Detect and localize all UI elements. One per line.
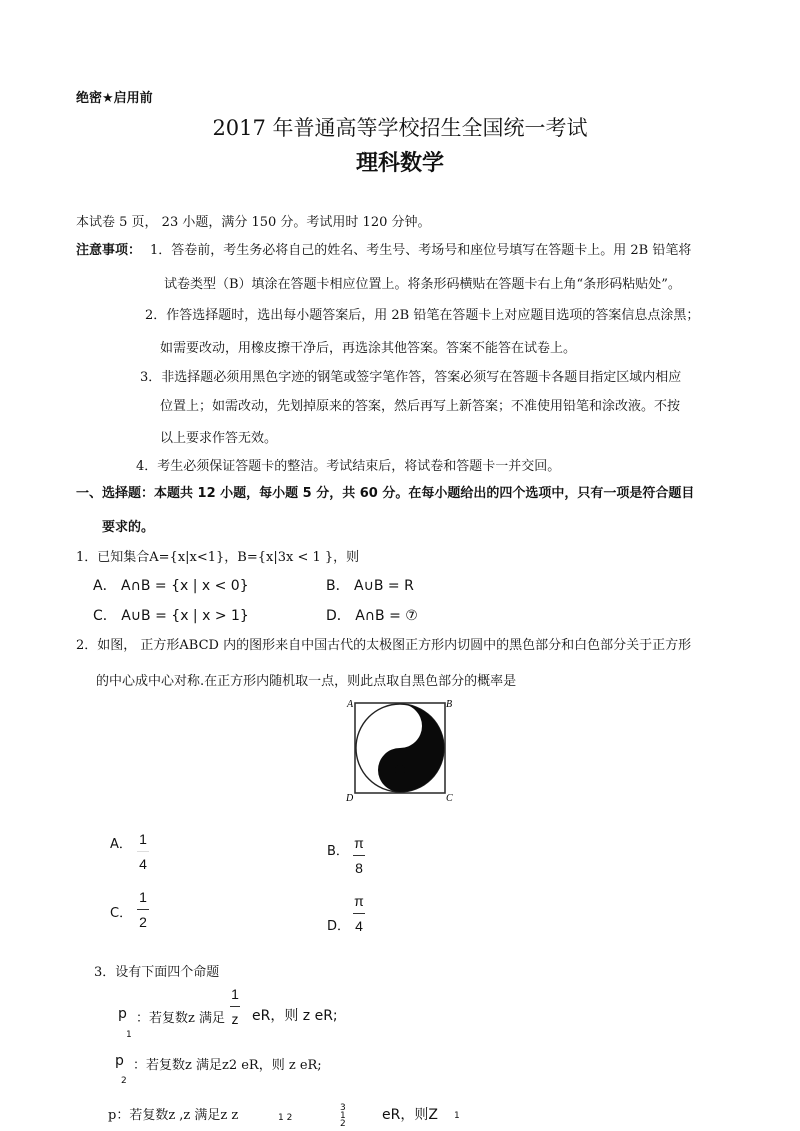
q2-option-d-label: D． [327,919,351,934]
notes-label: 注意事项： [76,243,142,258]
q2-option-c-label: C． [110,906,133,921]
q3-p3-tail: 1 [454,1111,460,1121]
q3-p3-text: p：若复数z ,z 满足z z [108,1108,239,1123]
exam-title: 2017 年普通高等学校招生全国统一考试 [212,116,588,140]
q3-p1-fraction: 1 z [231,986,239,1027]
q3-p3-digit-b: 1 [340,1111,346,1121]
q3-stem: 3．设有下面四个命题 [94,965,220,980]
label-a: A [347,699,354,710]
q3-p2-subscript: 2 [121,1076,127,1086]
note-1b: 试卷类型（B）填涂在答题卡相应位置上。将条形码横贴在答题卡右上角“条形码粘贴处”。 [164,277,681,292]
q1-option-a: A． A∩B = {x | x < 0} [93,578,249,594]
q3-p1-rest: eR，则 z eR; [252,1008,338,1024]
section-heading: 一、选择题：本题共 12 小题，每小题 5 分，共 60 分。在每小题给出的四个选项中，只有一项是符合题目 [76,486,695,501]
q2-stem: 2．如图， 正方形ABCD 内的图形来自中国古代的太极图正方形内切圆中的黑色部分和白色部分关于正方形 [76,638,692,653]
q3-p1-subscript: 1 [126,1030,132,1040]
white-dot [395,721,405,731]
label-c: C [446,793,453,802]
q1-stem: 1．已知集合A={x|x<1}，B={x|3x < 1 }，则 [76,550,360,565]
black-dot [395,765,405,775]
note-3a: 3．非选择题必须用黑色字迹的钢笔或签字笔作答，答案必须写在答题卡各题目指定区域内相应 [140,370,682,385]
note-1a: 1．答卷前，考生务必将自己的姓名、考生号、考场号和座位号填写在答题卡上。用 2B 铅笔将 [150,243,692,258]
q2-option-d-fraction: π 4 [354,893,364,934]
q3-p2-text: ：若复数z 满足z2 eR，则 z eR; [133,1058,322,1073]
q3-p3-rest: eR，则Z [382,1107,438,1123]
q3-p2-symbol: p [115,1053,124,1069]
q3-p1-symbol: p [118,1006,127,1022]
note-3b: 位置上；如需改动，先划掉原来的答案，然后再写上新答案；不准使用铅笔和涂改液。不按 [160,399,681,414]
q2-option-a-fraction: 1 4 [133,830,153,873]
q2-option-b-label: B． [327,844,349,859]
q2-option-c-fraction: 1 2 [133,888,153,931]
secret-label: 绝密★启用前 [76,91,153,106]
note-4: 4．考生必须保证答题卡的整洁。考试结束后，将试卷和答题卡一并交回。 [136,459,561,474]
section-heading-cont: 要求的。 [102,520,155,535]
q3-p3-subscripts: 1 2 [278,1113,293,1123]
q2-option-a-label: A． [110,837,132,852]
taiji-figure [340,694,458,802]
q3-p1-text: ：若复数z 满足 [136,1011,225,1026]
q1-option-d: D． A∩B = ⑦ [326,608,418,624]
label-d: D [346,793,354,802]
note-2a: 2．作答选择题时，选出每小题答案后，用 2B 铅笔在答题卡上对应题目选项的答案信息点涂黑； [145,308,700,323]
note-2b: 如需要改动，用橡皮擦干净后，再选涂其他答案。答案不能答在试卷上。 [160,341,577,356]
q3-p3-digit-a: 3 [340,1103,346,1113]
q2-option-b-fraction: π 8 [354,835,364,876]
label-b: B [446,699,453,710]
q3-p3-digit-c: 2 [340,1119,346,1129]
q1-option-b: B． A∪B = R [326,578,414,594]
q1-option-c: C． A∪B = {x | x > 1} [93,608,249,624]
exam-subject: 理科数学 [355,150,444,176]
intro-line: 本试卷 5 页， 23 小题，满分 150 分。考试用时 120 分钟。 [76,215,431,230]
q2-stem-cont: 的中心成中心对称.在正方形内随机取一点，则此点取自黑色部分的概率是 [96,674,517,689]
note-3c: 以上要求作答无效。 [160,431,278,446]
